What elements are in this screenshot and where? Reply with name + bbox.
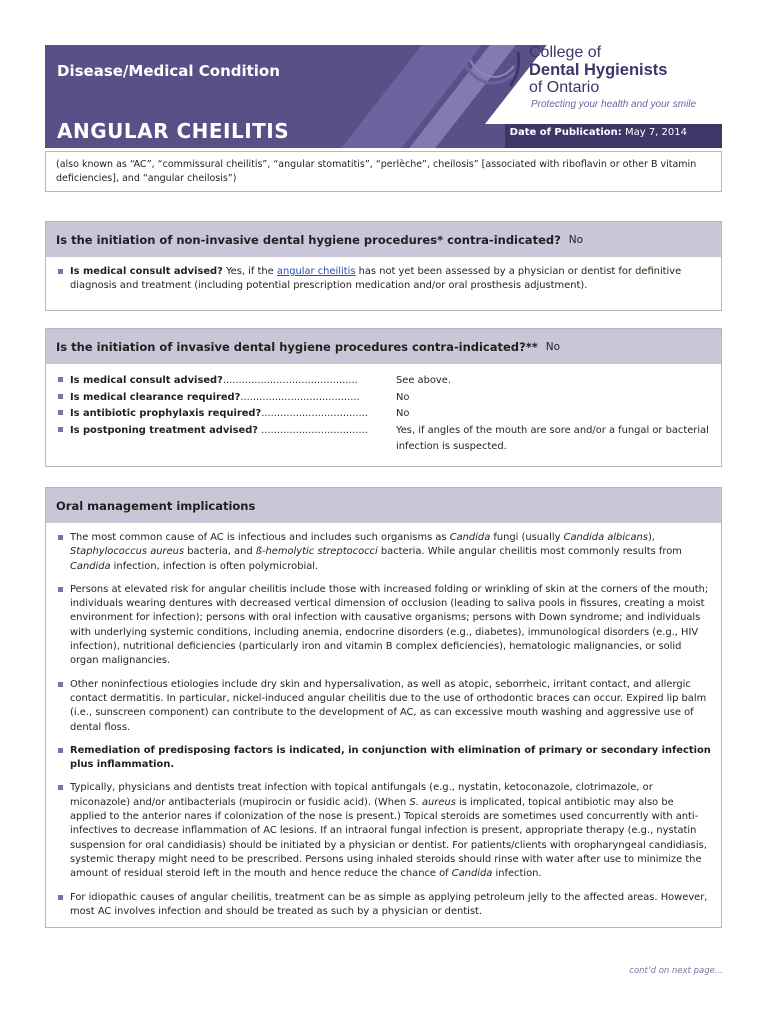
oral-management-heading: Oral management implications	[46, 488, 721, 523]
oral-management-section	[45, 487, 722, 928]
angular-cheilitis-link[interactable]: angular cheilitis	[276, 266, 356, 277]
list-item: Is medical clearance required?...................................... No	[56, 390, 711, 407]
invasive-question-text: Is the initiation of invasive dental hygiene procedures contra-indicated?**	[56, 339, 538, 354]
swoosh-smile-icon	[462, 50, 526, 94]
title-bar	[45, 113, 722, 148]
non-invasive-body	[46, 257, 721, 309]
oral-management-body	[46, 523, 721, 934]
list-item: The most common cause of AC is infectious and includes such organisms as Candida fungi (usually Candida albicans), Staphylococcus aureus bacteria, and ß-hemolytic streptococci bacteria. While angular cheilitis most commonly results from Candida infection, infection is often polymicrobial.	[56, 531, 711, 574]
list-item: Other noninfectious etiologies include dry skin and hypersalivation, as well as atopic, seborrheic, irritant contact, and allergic contact dermatitis. In particular, nickel-induced angular cheilitis due to the use of orthodontic braces can occur. Expired lip balm (i.e., sunscreen component) can contribute to the development of AC, as can excessive mouth washing and aggressive use of dental floss.	[56, 678, 711, 735]
page-title: ANGULAR CHEILITIS	[57, 119, 290, 143]
logo-text-line1: College of	[529, 44, 602, 61]
logo-text-line3: of Ontario	[529, 79, 600, 96]
logo-text-line2: Dental Hygienists	[529, 61, 668, 79]
non-invasive-section	[45, 221, 722, 311]
non-invasive-question	[46, 222, 721, 257]
invasive-question	[46, 329, 721, 364]
publication-date-label: Date of Publication:	[509, 127, 622, 138]
category-label: Disease/Medical Condition	[57, 62, 280, 80]
list-item: For idiopathic causes of angular cheilitis, treatment can be as simple as applying petroleum jelly to the affected areas. However, most AC involves infection and should be treated as such by a physician or dentist.	[56, 891, 711, 920]
invasive-body	[46, 364, 721, 462]
publication-date-value: May 7, 2014	[624, 127, 687, 138]
logo-tagline: Protecting your health and your smile	[531, 99, 697, 110]
non-invasive-question-text: Is the initiation of non-invasive dental hygiene procedures* contra-indicated?	[56, 232, 561, 247]
list-item: Typically, physicians and dentists treat infection with topical antifungals (e.g., nystatin, ketoconazole, clotrimazole, or miconazole) and/or antibacterials (mupirocin or fusidic acid). (When S. aureus is implicated, topical antibiotic may also be applied to the anterior nares if colonization of the nose is present.) Topical steroids are sometimes used concurrently with anti-infectives to decrease inflammation of AC lesions. If an intraoral fungal infection is present, appropriate therapy (e.g., nystatin suspension for oral candidiasis) should be initiated by a physician or dentist. For patients/clients with oropharyngeal candidiasis, systemic therapy might need to be prescribed. Persons using inhaled steroids should rinse with water after use to minimize the amount of residual steroid left in the mouth and hence reduce the chance of Candida infection.	[56, 781, 711, 881]
list-item: Is medical consult advised?........................................... See above.	[56, 373, 711, 390]
list-item: Is antibiotic prophylaxis required?.................................. No	[56, 406, 711, 423]
also-known-as: (also known as “AC”, “commissural cheilitis”, “angular stomatitis”, “perlèche”, cheilosis” [associated with riboflavin or other B vitamin deficiencies], and “angular cheilosis”)	[45, 151, 722, 192]
list-item: Persons at elevated risk for angular cheilitis include those with increased folding or wrinkling of skin at the corners of the mouth; individuals wearing dentures with decreased vertical dimension of occlusion (leading to saliva pools in fissures, creating a moist environment for infection); persons with oral infection with causative organisms; persons with Down syndrome; and individuals with underlying systemic conditions, including anemia, endocrine disorders (e.g., diabetes), immunological disorders (e.g., HIV infection), nutritional deficiencies (particularly iron and vitamin B complex deficiencies), hematologic malignancies, or solid organ malignancies.	[56, 583, 711, 669]
list-item: Remediation of predisposing factors is indicated, in conjunction with elimination of primary or secondary infection plus inflammation.	[56, 744, 711, 773]
invasive-section	[45, 328, 722, 467]
list-item: Is medical consult advised? Yes, if the angular cheilitis has not yet been assessed by a physician or dentist for definitive diagnosis and treatment (including potential prescription medication and/or oral prosthesis adjustment).	[56, 265, 711, 294]
non-invasive-answer: No	[568, 233, 584, 246]
publication-date	[510, 127, 687, 138]
college-logo	[462, 44, 702, 116]
continued-note: cont’d on next page...	[629, 966, 723, 976]
invasive-answer: No	[545, 340, 561, 353]
medical-consult-question: Is medical consult advised?	[70, 266, 223, 277]
list-item: Is postponing treatment advised? .................................. Yes, if angles of the mouth are sore and/or a fungal or bacterial infection is suspected.	[56, 423, 711, 456]
